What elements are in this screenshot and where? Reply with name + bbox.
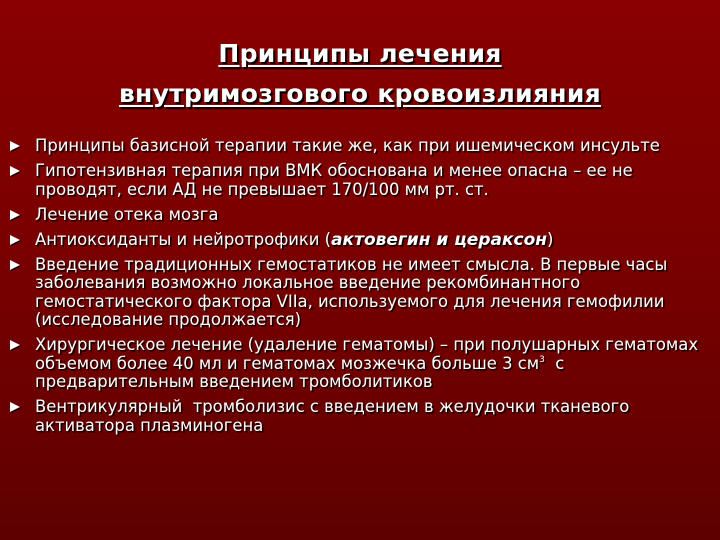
title-line-1: Принципы лечения bbox=[218, 39, 502, 68]
list-item bbox=[6, 398, 714, 435]
drug-names-emphasis: актовегин и цераксон bbox=[331, 229, 548, 250]
list-item-text: Антиоксиданты и нейротрофики ( bbox=[35, 229, 332, 249]
list-item-text: Гипотензивная терапия при ВМК обоснована и менее опасна – ее не проводят, если АД не превышает 170/100 мм рт. ст. bbox=[35, 161, 633, 199]
list-item bbox=[6, 256, 714, 330]
triangle-right-icon bbox=[10, 260, 20, 270]
list-item-text-end: ) bbox=[547, 229, 554, 249]
list-item-text-end: с предварительным введением тромболитиков bbox=[35, 353, 570, 391]
list-item bbox=[6, 231, 714, 250]
triangle-right-icon bbox=[10, 141, 20, 151]
list-item-text: Хирургическое лечение (удаление гематомы) – при полушарных гематомах объемом более 40 мл и гематомах мозжечка больше 3 см bbox=[35, 335, 699, 373]
list-item bbox=[6, 137, 714, 156]
title-line-2: внутримозгового кровоизлияния bbox=[118, 79, 602, 108]
list-item bbox=[6, 336, 714, 392]
triangle-right-icon bbox=[10, 210, 20, 220]
triangle-right-icon bbox=[10, 340, 20, 350]
list-item bbox=[6, 206, 714, 225]
triangle-right-icon bbox=[10, 235, 20, 245]
triangle-right-icon bbox=[10, 402, 20, 412]
list-item-text: Введение традиционных гемостатиков не имеет смысла. В первые часы заболевания возможно локальное введение рекомбинантного гемостатического фактора VIIa, используемого для лечения гемофилии (исследование продолжается) bbox=[35, 254, 668, 329]
list-item bbox=[6, 162, 714, 199]
bullet-list bbox=[6, 137, 714, 442]
triangle-right-icon bbox=[10, 166, 20, 176]
list-item-text: Лечение отека мозга bbox=[35, 204, 219, 224]
list-item-text: Принципы базисной терапии такие же, как при ишемическом инсульте bbox=[35, 136, 660, 155]
list-item-text: Вентрикулярный тромболизис с введением в желудочки тканевого активатора плазминогена bbox=[35, 397, 635, 435]
superscript-exponent: 3 bbox=[539, 354, 545, 365]
slide-title bbox=[0, 34, 720, 114]
